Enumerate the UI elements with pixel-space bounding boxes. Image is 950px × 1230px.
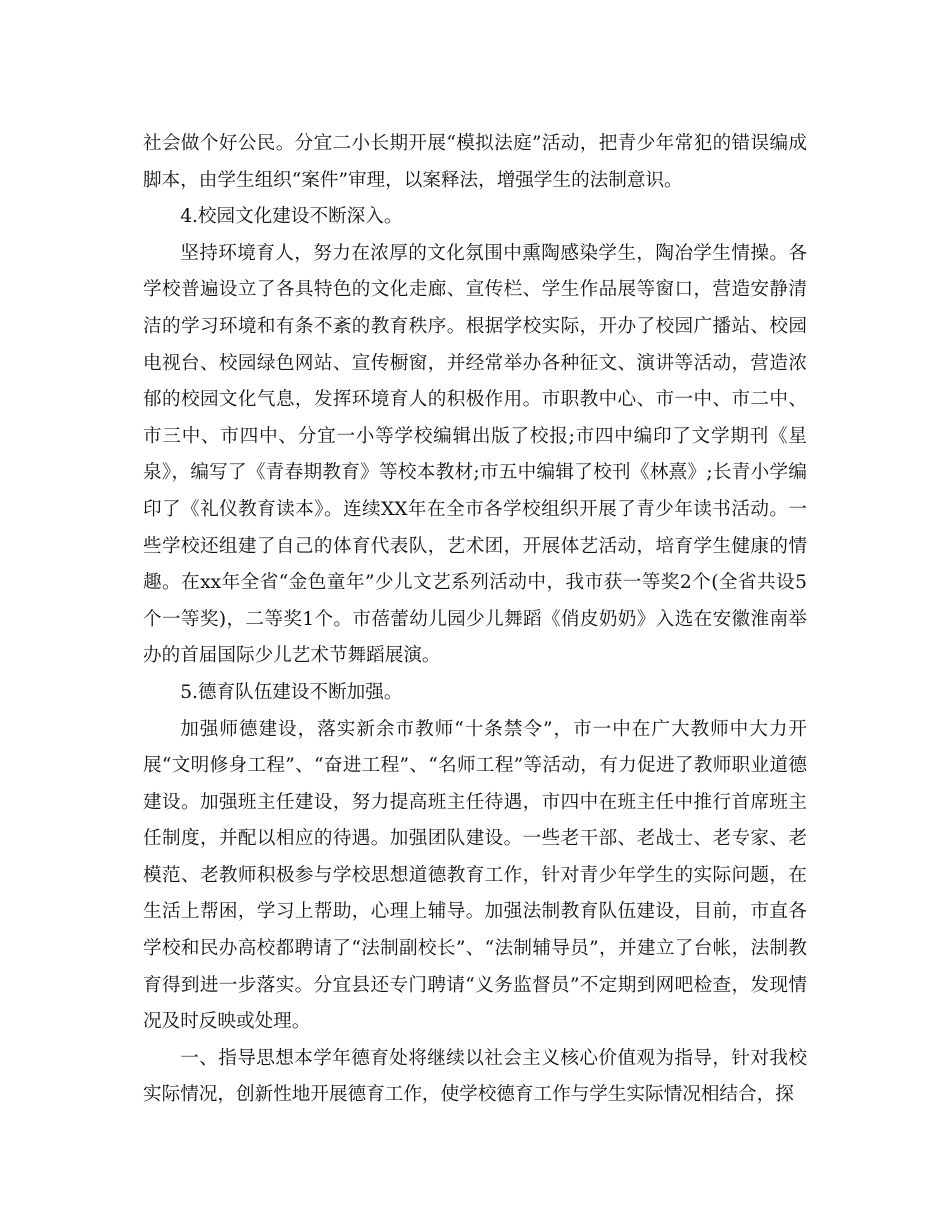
document-body bbox=[143, 126, 807, 1114]
paragraph-moral-team: 加强师德建设，落实新余市教师“十条禁令”，市一中在广大教师中大力开展“文明修身工程”、“奋进工程”、“名师工程”等活动，有力促进了教师职业道德建设。加强班主任建设，努力提高班主任待遇，市四中在班主任中推行首席班主任制度，并配以相应的待遇。加强团队建设。一些老干部、老战士、老专家、老模范、老教师积极参与学校思想道德教育工作，针对青少年学生的实际问题，在生活上帮困，学习上帮助，心理上辅导。加强法制教育队伍建设，目前，市直各学校和民办高校都聘请了“法制副校长”、“法制辅导员”，并建立了台帐，法制教育得到进一步落实。分宜县还专门聘请“义务监督员”不定期到网吧检查，发现情况及时反映或处理。 bbox=[143, 718, 807, 1033]
paragraph-guiding-ideology: 一、指导思想本学年德育处将继续以社会主义核心价值观为指导，针对我校实际情况，创新性地开展德育工作，使学校德育工作与学生实际情况相结合，探 bbox=[143, 1047, 807, 1106]
paragraph-campus-culture: 坚持环境育人，努力在浓厚的文化氛围中熏陶感染学生，陶冶学生情操。各学校普遍设立了各具特色的文化走廊、宣传栏、学生作品展等窗口，营造安静清洁的学习环境和有条不紊的教育秩序。根据学校实际，开办了校园广播站、校园电视台、校园绿色网站、宣传橱窗，并经常举办各种征文、演讲等活动，营造浓郁的校园文化气息，发挥环境育人的积极作用。市职教中心、市一中、市二中、市三中、市四中、分宜一小等学校编辑出版了校报;市四中编印了文学期刊《星泉》，编写了《青春期教育》等校本教材;市五中编辑了校刊《林熹》;长青小学编印了《礼仪教育读本》。连续XX年在全市各学校组织开展了青少年读书活动。一些学校还组建了自己的体育代表队，艺术团，开展体艺活动，培育学生健康的情趣。在xx年全省“金色童年”少儿文艺系列活动中，我市获一等奖2个(全省共设5个一等奖)，二等奖1个。市蓓蕾幼儿园少儿舞蹈《俏皮奶奶》入选在安徽淮南举办的首届国际少儿艺术节舞蹈展演。 bbox=[143, 242, 807, 667]
section-heading-4: 4.校园文化建设不断深入。 bbox=[180, 206, 403, 228]
section-heading-5: 5.德育队伍建设不断加强。 bbox=[180, 681, 403, 703]
paragraph-continuation: 社会做个好公民。分宜二小长期开展“模拟法庭”活动，把青少年常犯的错误编成脚本，由学生组织“案件”审理，以案释法，增强学生的法制意识。 bbox=[143, 133, 807, 191]
